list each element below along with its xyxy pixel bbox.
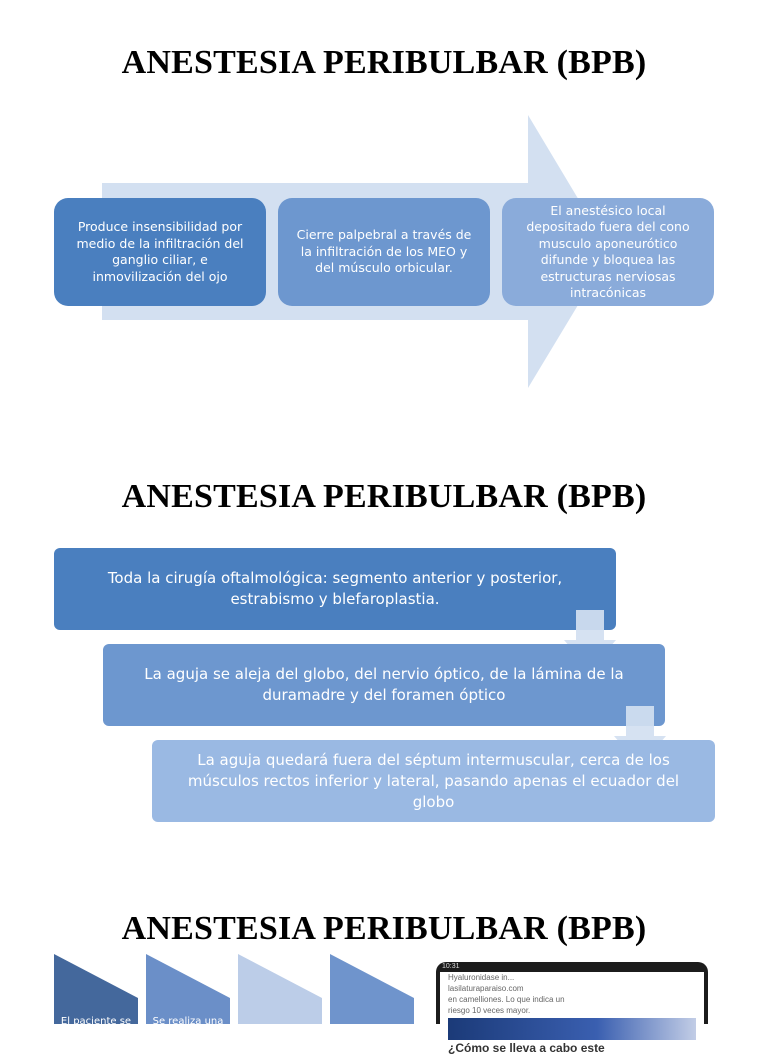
phone-screen <box>440 972 704 1055</box>
slide-3-title: ANESTESIA PERIBULBAR (BPB) <box>121 910 647 947</box>
phone-article-image <box>448 1018 696 1040</box>
process-box-1: Produce insensibilidad por medio de la infiltración del ganglio ciliar, e inmovilización del ojo <box>54 198 266 306</box>
phone-text-line-2: riesgo 10 veces mayor. <box>448 1006 531 1015</box>
step-box-3: La aguja quedará fuera del séptum intermuscular, cerca de los músculos rectos inferior y lateral, pasando apenas el ecuador del globo <box>152 740 715 822</box>
process-box-2: Cierre palpebral a través de la infiltración de los MEO y del músculo orbicular. <box>278 198 490 306</box>
chevron-3 <box>238 954 322 1024</box>
chevron-process <box>0 940 430 1024</box>
step-box-2: La aguja se aleja del globo, del nervio óptico, de la lámina de la duramadre y del foramen óptico <box>103 644 665 726</box>
phone-url-line-1: Hyaluronidase in... <box>448 973 515 982</box>
slide-1-title: ANESTESIA PERIBULBAR (BPB) <box>121 44 647 81</box>
chevron-2 <box>146 954 230 1024</box>
chevron-4 <box>330 954 414 1024</box>
phone-article-heading: ¿Cómo se lleva a cabo este <box>448 1041 605 1055</box>
step-box-1: Toda la cirugía oftalmológica: segmento anterior y posterior, estrabismo y blefaroplastia. <box>54 548 616 630</box>
chevron-1 <box>54 954 138 1024</box>
phone-status-bar: 10:31 <box>442 963 460 970</box>
phone-text-line: en camelliones. Lo que indica un <box>448 995 565 1004</box>
chevron-1-label: El paciente se <box>60 1016 132 1027</box>
chevron-2-label: Se realiza una <box>152 1016 224 1027</box>
process-box-3: El anestésico local depositado fuera del cono musculo aponeurótico difunde y bloquea las estructuras nerviosas intracónicas <box>502 198 714 306</box>
phone-url-line-2: lasilaturaparaiso.com <box>448 984 524 993</box>
phone-screenshot <box>436 962 708 1055</box>
slide-2-title: ANESTESIA PERIBULBAR (BPB) <box>121 478 647 515</box>
